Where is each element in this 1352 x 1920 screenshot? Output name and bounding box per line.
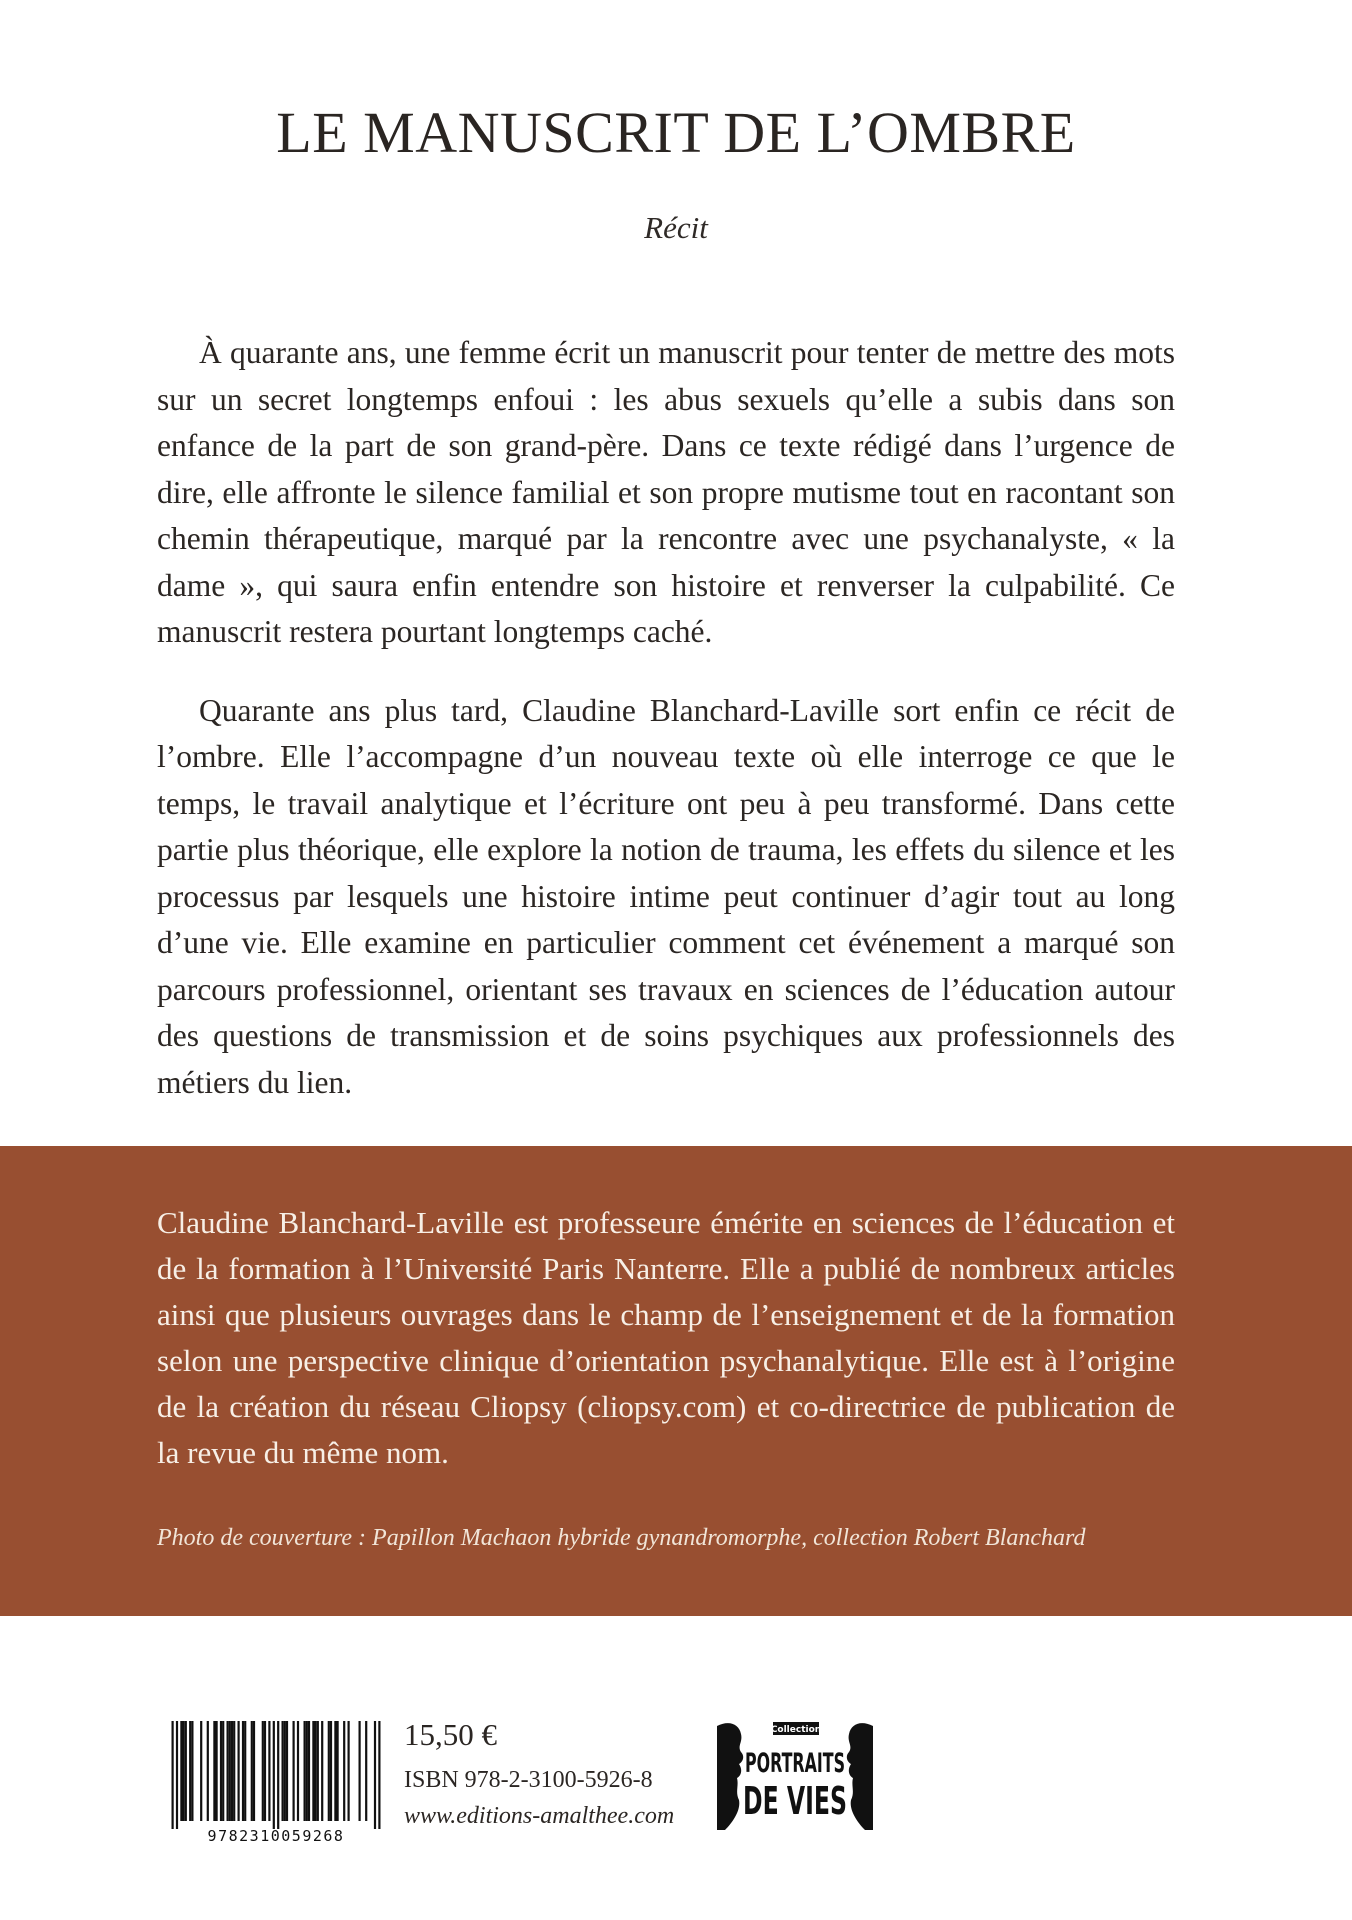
- barcode-bar: [330, 1721, 332, 1821]
- author-bio: Claudine Blanchard-Laville est professeure émérite en sciences de l’éducation et de la formation à l’Université Paris Nanterre. Elle a publié de nombreux articles ainsi que plusieurs ouvrages dans le champ de l’enseignement et de la formation selon une perspective clinique d’orientation psychanalytique. Elle est à l’origine de la création du réseau Cliopsy (cliopsy.com) et co-directrice de publication de la revue du même nom.: [157, 1205, 1175, 1470]
- logo-collection: Collection: [770, 1725, 822, 1735]
- book-genre: Récit: [644, 210, 708, 245]
- barcode-bar: [229, 1721, 231, 1821]
- barcode-bar: [180, 1721, 182, 1821]
- barcode-bar: [348, 1721, 350, 1821]
- barcode-digits: 9782310059268: [207, 1827, 345, 1845]
- barcode-bar: [328, 1721, 330, 1821]
- barcode-bar: [365, 1721, 367, 1821]
- barcode-bar: [176, 1721, 178, 1829]
- barcode-bar: [238, 1721, 240, 1821]
- barcode-bar: [273, 1721, 275, 1829]
- barcode-bar: [262, 1721, 264, 1821]
- barcode-bar: [231, 1721, 233, 1821]
- barcode-bar: [268, 1721, 270, 1821]
- logo-line-2: DE VIES: [743, 1779, 847, 1823]
- barcode-bar: [293, 1721, 295, 1821]
- photo-credit: Photo de couverture : Papillon Machaon hybride gynandromorphe, collection Robert Blanchard: [157, 1525, 1086, 1551]
- barcode-bar: [321, 1721, 323, 1821]
- barcode-bar: [264, 1721, 266, 1821]
- barcode-bar: [172, 1721, 174, 1829]
- barcode-bar: [317, 1721, 319, 1821]
- left-profile-icon: [717, 1723, 743, 1830]
- barcode-bar: [207, 1721, 209, 1821]
- barcode-bar: [374, 1721, 376, 1829]
- barcode-bar: [284, 1721, 286, 1821]
- barcode-bar: [183, 1721, 185, 1821]
- barcode-bar: [227, 1721, 229, 1821]
- barcode-bar: [337, 1721, 339, 1821]
- barcode-bar: [222, 1721, 224, 1821]
- barcode-bar: [244, 1721, 246, 1821]
- barcode-bar: [286, 1721, 288, 1821]
- barcode-bar: [378, 1721, 380, 1829]
- barcode-bar: [189, 1721, 191, 1821]
- barcode-bar: [200, 1721, 202, 1821]
- barcode-bar: [304, 1721, 306, 1821]
- barcode-bar: [251, 1721, 253, 1821]
- portraits-de-vies-logo: [715, 1718, 875, 1838]
- barcode-bar: [233, 1721, 235, 1821]
- barcode-bar: [216, 1721, 218, 1821]
- barcode-bar: [312, 1721, 314, 1821]
- barcode-bar: [282, 1721, 284, 1821]
- price: 15,50 €: [404, 1717, 497, 1752]
- barcode-bar: [343, 1721, 345, 1821]
- barcode-bar: [297, 1721, 299, 1821]
- barcode-bar: [359, 1721, 361, 1821]
- barcode-bar: [277, 1721, 279, 1829]
- publisher-website: www.editions-amalthee.com: [404, 1803, 675, 1829]
- blurb: [157, 330, 1175, 1106]
- isbn: ISBN 978-2-3100-5926-8: [404, 1767, 653, 1793]
- right-profile-icon: [847, 1723, 873, 1830]
- barcode-bar: [185, 1721, 187, 1821]
- barcode-bar: [308, 1721, 310, 1821]
- barcode-bar: [334, 1721, 336, 1821]
- barcode-bar: [315, 1721, 317, 1821]
- blurb-paragraph-1: À quarante ans, une femme écrit un manuscrit pour tenter de mettre des mots sur un secret longtemps enfoui : les abus sexuels qu’elle a subis dans son enfance de la part de son grand-père. Dans ce texte rédigé dans l’urgence de dire, elle affronte le silence familial et son propre mutisme tout en racontant son chemin thérapeutique, marqué par la rencontre avec une psychanalyste, « la dame », qui saura enfin entendre son histoire et renverser la culpabilité. Ce manuscrit restera pourtant longtemps caché.: [157, 335, 1175, 649]
- barcode-bar: [242, 1721, 244, 1821]
- barcode-bar: [191, 1721, 193, 1821]
- logo-line-1: PORTRAITS: [745, 1748, 845, 1779]
- book-title: LE MANUSCRIT DE L’OMBRE: [276, 100, 1076, 165]
- barcode-bar: [306, 1721, 308, 1821]
- barcode-bar: [213, 1721, 215, 1821]
- barcode-bar: [220, 1721, 222, 1821]
- blurb-paragraph-2: Quarante ans plus tard, Claudine Blanchard-Laville sort enfin ce récit de l’ombre. Elle l’accompagne d’un nouveau texte où elle interroge ce que le temps, le travail analytique et l’écriture ont peu à peu transformé. Dans cette partie plus théorique, elle explore la notion de trauma, les effets du silence et les processus par lesquels une histoire intime peut continuer d’agir tout au long d’une vie. Elle examine en particulier comment cet événement a marqué son parcours professionnel, orientant ses travaux en sciences de l’éducation autour des questions de transmission et de soins psychiques aux professionnels des métiers du lien.: [157, 692, 1175, 1100]
- barcode-bar: [253, 1721, 255, 1821]
- barcode: [160, 1717, 392, 1845]
